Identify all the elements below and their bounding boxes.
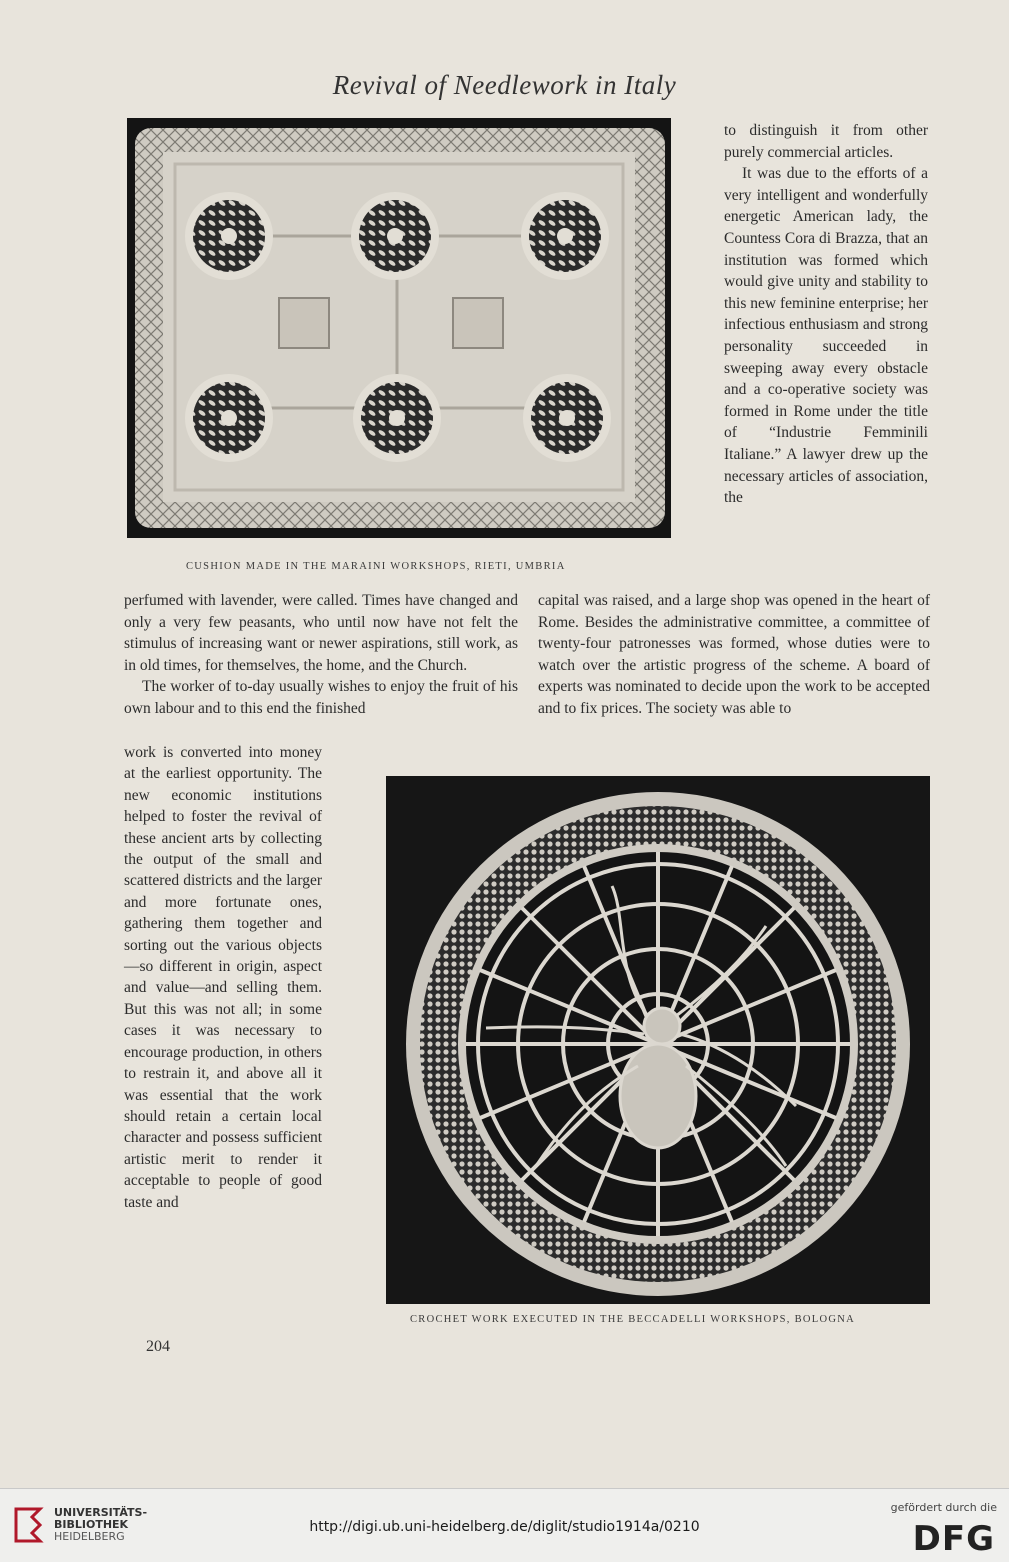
paragraph: to distinguish it from other purely commercial articles. (724, 122, 928, 161)
crochet-photo (386, 776, 930, 1304)
paragraph: perfumed with lavender, were called. Times have changed and only a very few peasants, who until now have not felt the stimulus of increasing want or newer aspirations, still work, as in old times, for themselves, the home, and the Church. (124, 592, 518, 674)
paragraph: It was due to the efforts of a very intelligent and wonderfully energetic American lady, the Countess Cora di Brazza, that an institution was formed which would give unity and stability to this new feminine enterprise; her infectious enthusiasm and strong personality succeeded in sweeping away every obstacle and a co-operative society was formed in Rome under the title of “Industrie Femminili Italiane.” A lawyer drew up the necessary articles of association, the (724, 165, 929, 507)
library-line3: HEIDELBERG (54, 1530, 125, 1543)
library-line1: UNIVERSITÄTS- (54, 1506, 148, 1519)
running-head: Revival of Needlework in Italy (332, 70, 677, 100)
paragraph: capital was raised, and a large shop was opened in the heart of Rome. Besides the administrative committee, a committee of twenty-four patronesses was formed, whose duties were to watch over the artistic progress of the scheme. A board of experts was nominated to decide upon the work to be accepted and to fix prices. The society was able to (538, 592, 930, 717)
funded-by-label: gefördert durch die (890, 1501, 997, 1514)
right-column-middle-text (538, 590, 930, 720)
paragraph: work is converted into money at the earliest opportunity. The new economic institutions helped to foster the revival of these ancient arts by collecting the output of the small and scattered districts and the larger and more fortunate ones, gathering them together and sorting out the various objects—so different in origin, aspect and value—and selling them. But this was not all; in some cases it was necessary to encourage production, in others to restrain it, and above all it was essential that the work should retain a certain local character and possess sufficient artistic merit to render it acceptable to people of good taste and (124, 744, 322, 1211)
library-line2: BIBLIOTHEK (54, 1518, 129, 1531)
page-number: 204 (146, 1338, 170, 1355)
left-column-bottom-text (124, 742, 322, 1213)
footer-bar (0, 1488, 1009, 1562)
left-column-middle-text (124, 590, 518, 720)
cushion-photo (127, 118, 671, 538)
cushion-caption: CUSHION MADE IN THE MARAINI WORKSHOPS, RIETI, UMBRIA (186, 561, 566, 572)
paragraph: The worker of to-day usually wishes to enjoy the fruit of his own labour and to this end the finished (124, 678, 518, 717)
permalink-url[interactable]: http://digi.ub.uni-heidelberg.de/diglit/studio1914a/0210 (309, 1519, 700, 1535)
dfg-logo[interactable]: DFG (912, 1519, 995, 1559)
right-column-top-text (724, 120, 928, 509)
crochet-caption: CROCHET WORK EXECUTED IN THE BECCADELLI WORKSHOPS, BOLOGNA (410, 1314, 856, 1325)
